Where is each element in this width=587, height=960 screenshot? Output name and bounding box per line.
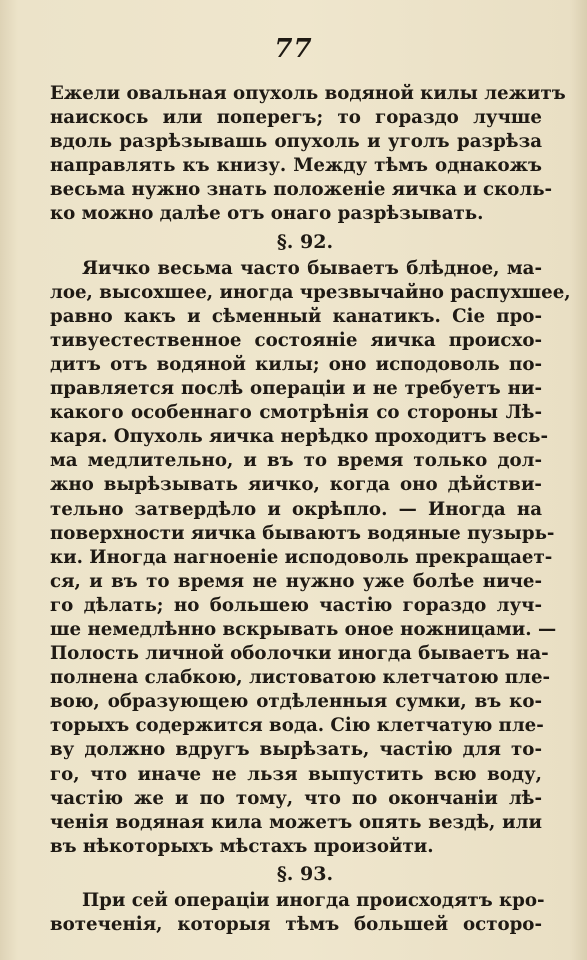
text-line: Яичко весьма часто бываетъ блѣдное, ма- (82, 257, 542, 279)
text-line: направлять къ книзу. Между тѣмъ однакожъ (50, 155, 542, 177)
text-line: наискось или поперегъ; то гораздо лучше (50, 107, 542, 129)
text-line: жно вырѣзывать яичко, когда оно дѣйстви- (50, 474, 542, 496)
text-line: правляется послѣ операцiи и не требуетъ ни- (50, 378, 542, 400)
text-line: весьма нужно знать положенiе яичка и сколь- (50, 179, 553, 201)
text-line: ки. Иногда нагноенiе исподоволь прекращает- (50, 546, 553, 568)
text-line: ченiя водяная кила можетъ опять вездѣ, или (50, 811, 542, 833)
text-line: ся, и въ то время не нужно уже болѣе ниче- (50, 570, 542, 592)
text-line: вдоль разрѣзывашь опухоль и уголъ разрѣза (50, 131, 542, 153)
text-line: какого особеннаго смотрѣнiя со стороны Лѣ- (50, 402, 542, 424)
text-line: вою, образующею отдѣленныя сумки, въ ко- (50, 691, 542, 713)
page-number: 77 (274, 34, 313, 64)
text-line: Полость личной оболочки иногда бываетъ на- (50, 643, 549, 665)
text-line: ма медлительно, и въ то время только дол- (50, 450, 542, 472)
text-line: торыхъ содержится вода. Сiю клетчатую пле- (50, 715, 544, 737)
text-line: вотеченiя, которыя тѣмъ большей осторо- (50, 914, 542, 935)
text-line: го дѣлать; но большею частiю гораздо луч- (50, 594, 542, 616)
text-line: полнена слабкою, листоватою клетчатою пле- (50, 667, 551, 689)
body-text (50, 82, 571, 937)
text-line: ко можно далѣе отъ онаго разрѣзывать. (50, 203, 484, 225)
text-line: въ нѣкоторыхъ мѣстахъ произойти. (50, 835, 434, 857)
text-line: дитъ отъ водяной килы; оно исподоволь по- (50, 353, 542, 375)
text-line: лое, высохшее, иногда чрезвычайно распухшее, (50, 281, 571, 303)
text-line: тивуестественное состоянiе яичка происхо- (50, 329, 542, 351)
text-line: частiю же и по тому, что по окончанiи лѣ- (50, 787, 542, 809)
text-line: При сей операцiи иногда происходятъ кро- (82, 889, 545, 911)
text-line: каря. Опухоль яичка нерѣдко проходитъ весь- (50, 426, 549, 448)
text-line: ше немедлѣнно вскрывать оное ножницами. — (50, 618, 557, 640)
text-line: го, что иначе не льзя выпустить всю воду, (50, 763, 542, 785)
text-line: Ежели овальная опухоль водяной килы лежитъ (50, 83, 566, 104)
text-line: тельно затвердѣло и окрѣпло. — Иногда на (50, 498, 542, 520)
section-heading-93: §. 93. (276, 862, 334, 885)
section-heading-92: §. 92. (276, 230, 334, 253)
text-line: поверхности яичка бываютъ водяные пузырь- (50, 522, 555, 544)
text-line: ву должно вдругъ вырѣзать, частiю для то- (50, 739, 542, 761)
text-line: равно какъ и сѣменный канатикъ. Сiе про- (50, 305, 542, 327)
